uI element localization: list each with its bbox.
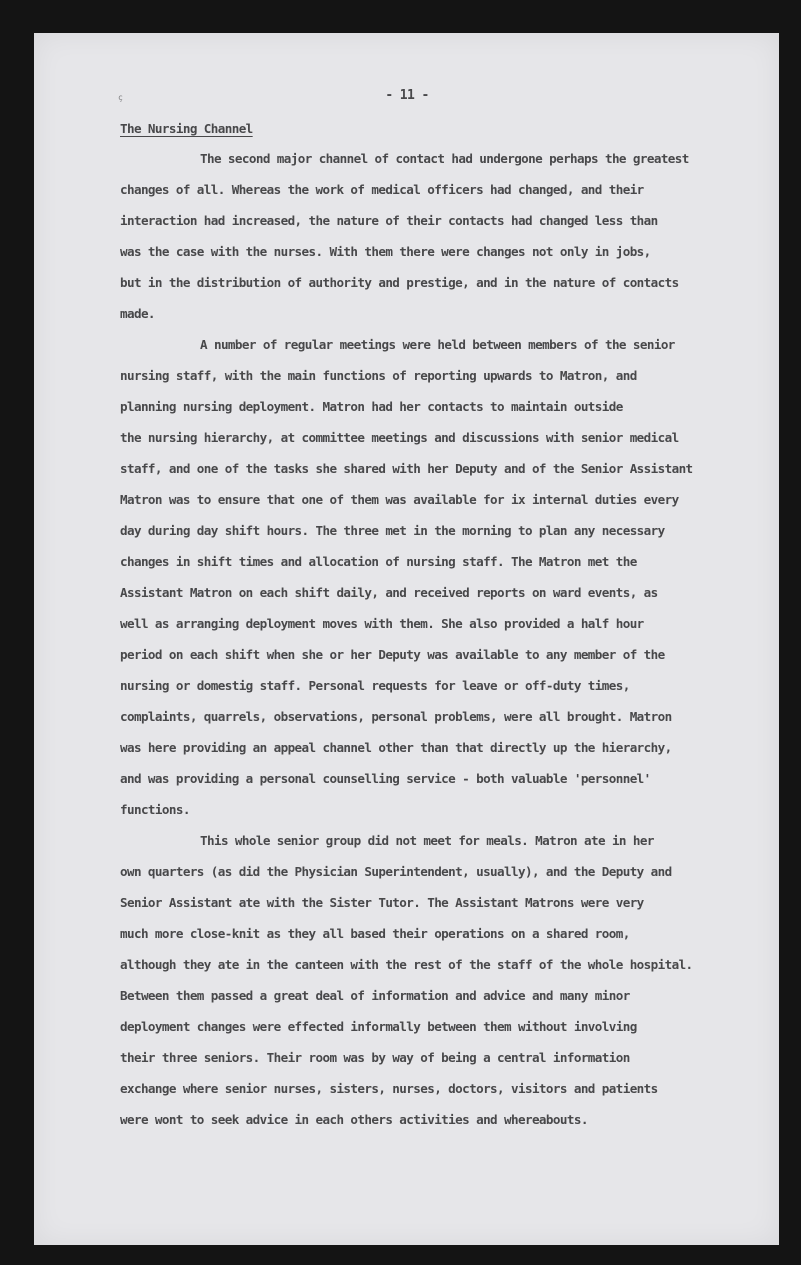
text-line: and was providing a personal counselling service - both valuable 'personnel' <box>120 771 651 786</box>
text-line: interaction had increased, the nature of their contacts had changed less than <box>120 213 658 228</box>
text-line: nursing or domestig staff. Personal requests for leave or off-duty times, <box>120 678 630 693</box>
text-line: changes in shift times and allocation of nursing staff. The Matron met the <box>120 554 637 569</box>
text-line: made. <box>120 306 155 321</box>
text-line: Assistant Matron on each shift daily, and received reports on ward events, as <box>120 585 658 600</box>
text-line: Senior Assistant ate with the Sister Tutor. The Assistant Matrons were very <box>120 895 644 910</box>
text-line: A number of regular meetings were held between members of the senior <box>200 337 675 352</box>
text-line: changes of all. Whereas the work of medical officers had changed, and their <box>120 182 644 197</box>
text-line: The second major channel of contact had undergone perhaps the greatest <box>200 151 689 166</box>
text-line: This whole senior group did not meet for meals. Matron ate in her <box>200 833 654 848</box>
text-line: well as arranging deployment moves with them. She also provided a half hour <box>120 616 644 631</box>
text-line: nursing staff, with the main functions of reporting upwards to Matron, and <box>120 368 637 383</box>
text-line: were wont to seek advice in each others activities and whereabouts. <box>120 1112 588 1127</box>
text-line: staff, and one of the tasks she shared with her Deputy and of the Senior Assistant <box>120 461 693 476</box>
text-line: much more close-knit as they all based their operations on a shared room, <box>120 926 630 941</box>
text-line: own quarters (as did the Physician Superintendent, usually), and the Deputy and <box>120 864 672 879</box>
margin-mark: ç <box>118 93 123 102</box>
text-line: although they ate in the canteen with the rest of the staff of the whole hospital. <box>120 957 693 972</box>
section-heading: The Nursing Channel <box>120 121 253 136</box>
text-line: Matron was to ensure that one of them was available for ix internal duties every <box>120 492 679 507</box>
text-line: Between them passed a great deal of information and advice and many minor <box>120 988 630 1003</box>
text-line: planning nursing deployment. Matron had her contacts to maintain outside <box>120 399 623 414</box>
text-line: their three seniors. Their room was by way of being a central information <box>120 1050 630 1065</box>
text-line: exchange where senior nurses, sisters, nurses, doctors, visitors and patients <box>120 1081 658 1096</box>
text-line: period on each shift when she or her Deputy was available to any member of the <box>120 647 665 662</box>
text-line: was the case with the nurses. With them there were changes not only in jobs, <box>120 244 651 259</box>
text-line: was here providing an appeal channel other than that directly up the hierarchy, <box>120 740 672 755</box>
text-line: day during day shift hours. The three met in the morning to plan any necessary <box>120 523 665 538</box>
text-line: the nursing hierarchy, at committee meetings and discussions with senior medical <box>120 430 679 445</box>
page-number: - 11 - <box>385 88 429 103</box>
text-line: deployment changes were effected informally between them without involving <box>120 1019 637 1034</box>
text-line: complaints, quarrels, observations, personal problems, were all brought. Matron <box>120 709 672 724</box>
text-line: functions. <box>120 802 190 817</box>
text-line: but in the distribution of authority and prestige, and in the nature of contacts <box>120 275 679 290</box>
document-page <box>34 33 779 1245</box>
